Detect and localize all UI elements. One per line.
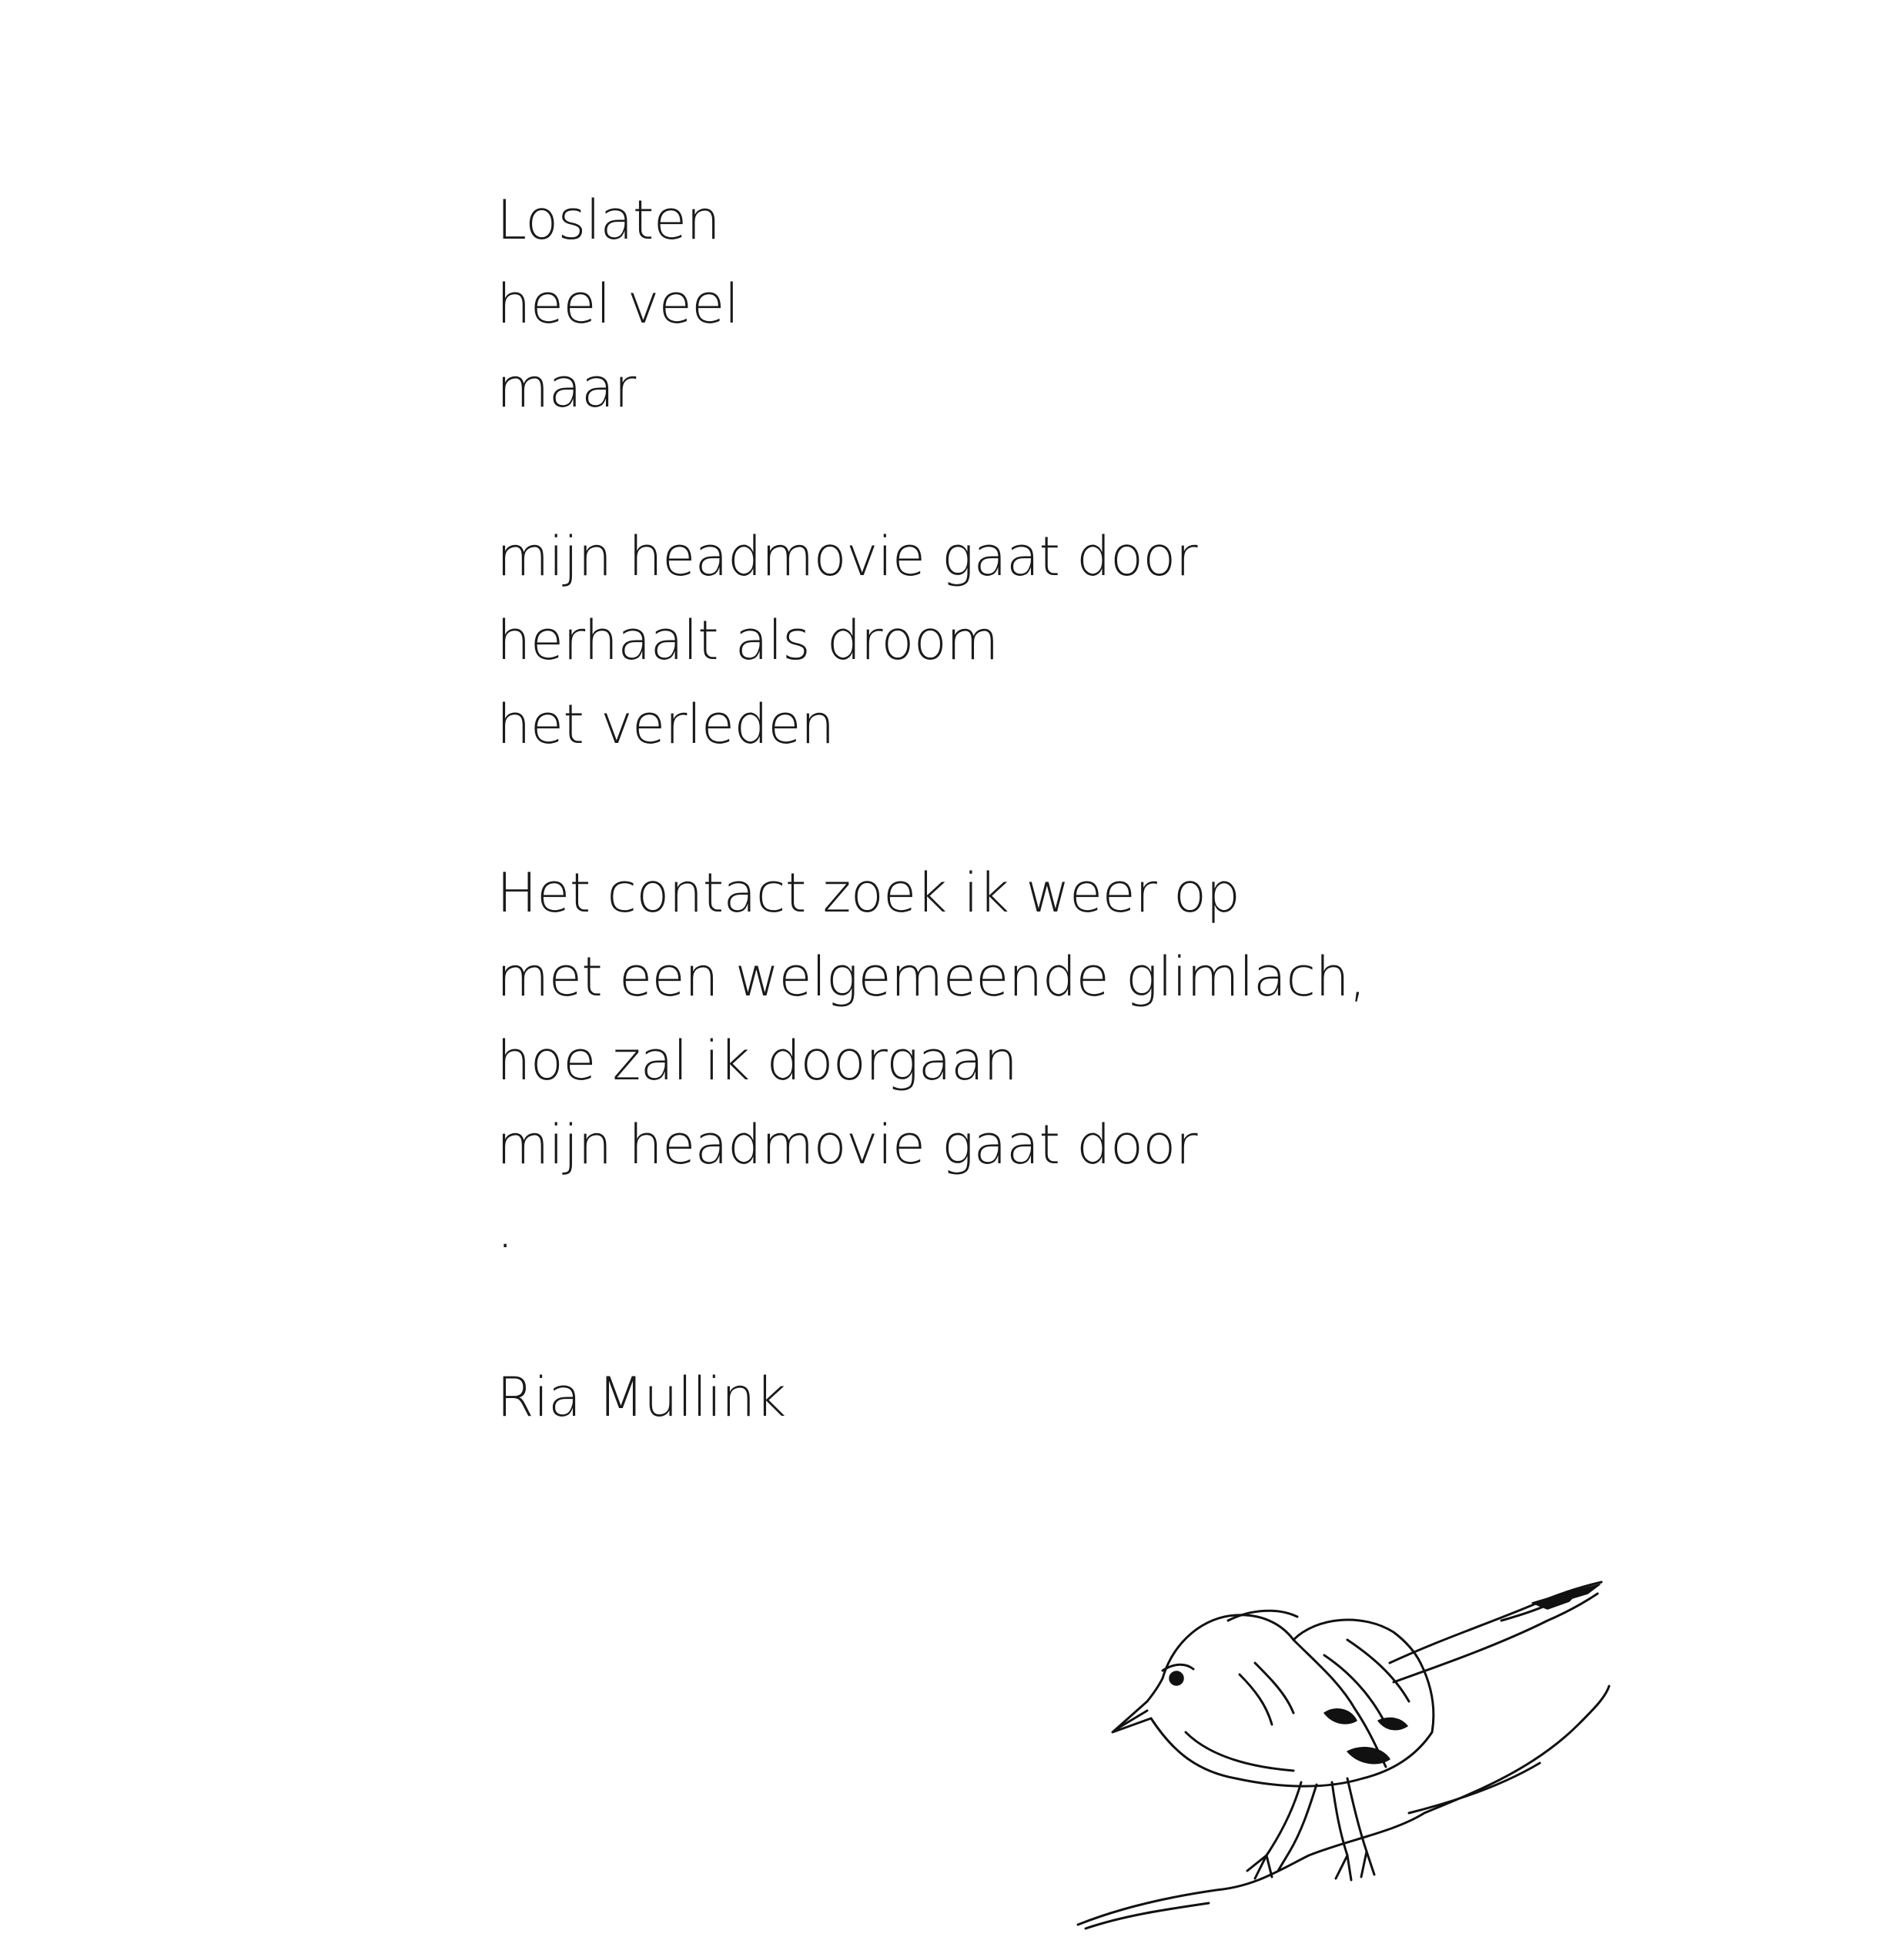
author-name: Ria Mullink [497,1366,786,1429]
poem-line: het verleden [497,693,835,756]
poem-line: mijn headmovie gaat door [497,1113,1198,1176]
stanza-2 [497,515,1574,767]
poem-line: Het contact zoek ik weer op [497,861,1240,925]
poem-line: . [497,1197,514,1260]
poem-line: mijn headmovie gaat door [497,525,1198,588]
poem-line: herhaalt als droom [497,609,999,672]
poem-line: hoe zal ik doorgaan [497,1029,1018,1092]
stanza-3 [497,851,1574,1271]
poem-line: maar [497,356,636,420]
poem [497,179,1574,1440]
bird-sketch-illustration [1070,1547,1655,1932]
poem-line: met een welgemeende glimlach, [497,945,1367,1009]
stanza-1 [497,179,1574,430]
poem-line: Loslaten [497,189,721,252]
poem-line: heel veel [497,273,739,336]
